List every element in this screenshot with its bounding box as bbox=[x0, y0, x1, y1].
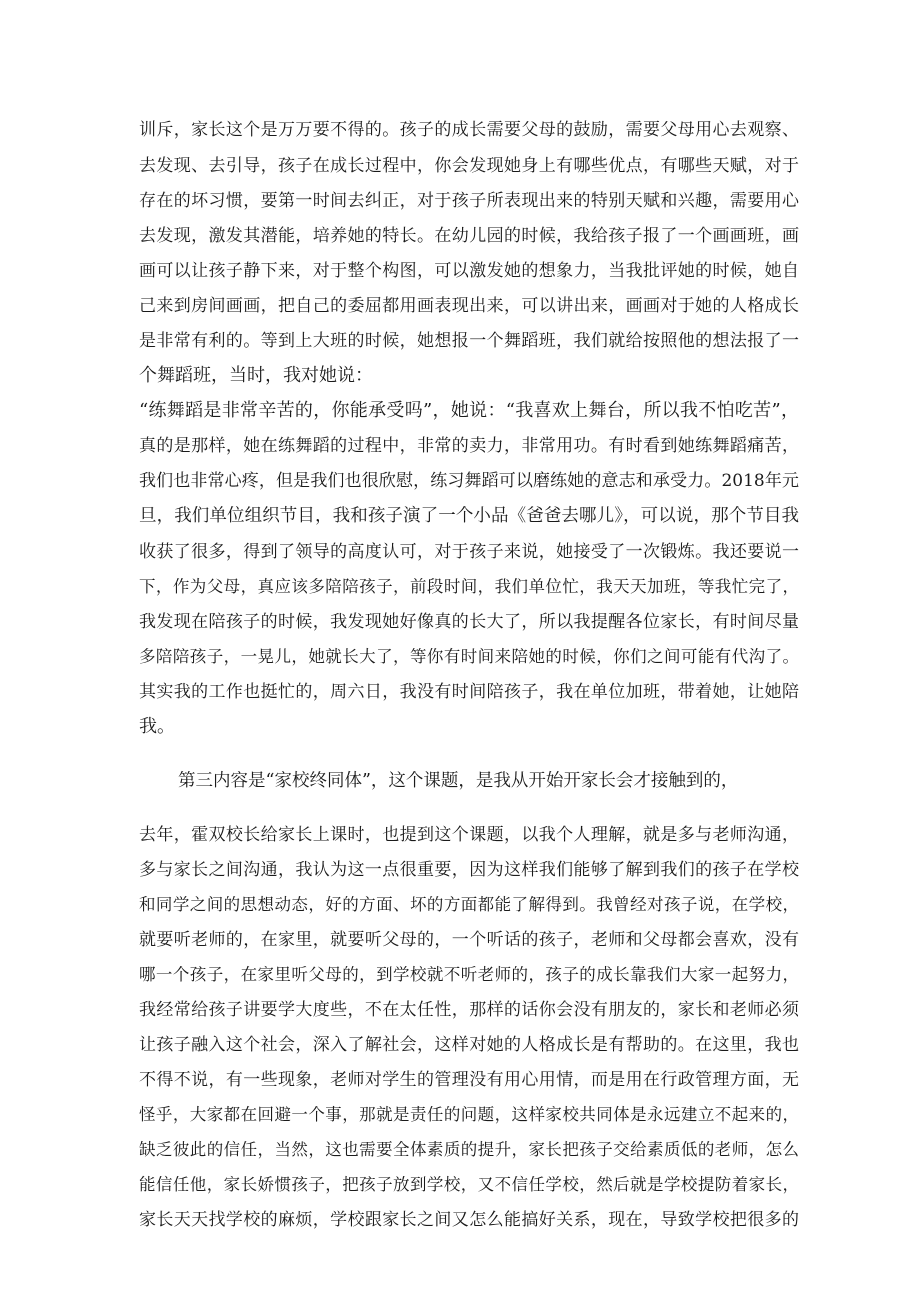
text-line: 能信任他，家长娇惯孩子，把孩子放到学校，又不信任学校，然后就是学校提防着家长， bbox=[139, 1175, 799, 1194]
text-line: 哪一个孩子，在家里听父母的，到学校就不听老师的，孩子的成长靠我们大家一起努力， bbox=[139, 965, 799, 984]
text-line: 去发现，激发其潜能，培养她的特长。在幼儿园的时候，我给孩子报了一个画画班，画 bbox=[139, 226, 799, 246]
text-line: 我发现在陪孩子的时候，我发现她好像真的长大了，所以我提醒各位家长，有时间尽量 bbox=[139, 612, 799, 632]
text-line: 和同学之间的思想动态，好的方面、坏的方面都能了解得到。我曾经对孩子说，在学校， bbox=[139, 895, 799, 914]
text-line: 就要听老师的，在家里，就要听父母的，一个听话的孩子，老师和父母都会喜欢，没有 bbox=[139, 930, 799, 950]
text-line: 不得不说，有一些现象，老师对学生的管理没有用心用情，而是用在行政管理方面，无 bbox=[139, 1070, 799, 1090]
text-line: 第三内容是“家校终同体”，这个课题，是我从开始开家长会才接触到的， bbox=[178, 771, 739, 791]
text-line: 去年，霍双校长给家长上课时，也提到这个课题，以我个人理解，就是多与老师沟通， bbox=[139, 825, 799, 845]
text-line: 怪乎，大家都在回避一个事，那就是责任的问题，这样家校共同体是永远建立不起来的， bbox=[139, 1105, 799, 1124]
text-line: 是非常有利的。等到上大班的时候，她想报一个舞蹈班，我们就给按照他的想法报了一 bbox=[139, 331, 799, 351]
text-line: 我们也非常心疼，但是我们也很欣慰，练习舞蹈可以磨练她的意志和承受力。2018年元 bbox=[139, 471, 799, 491]
text-line: 去发现、去引导，孩子在成长过程中，你会发现她身上有哪些优点，有哪些天赋，对于 bbox=[139, 156, 799, 176]
text-line: 多与家长之间沟通，我认为这一点很重要，因为这样我们能够了解到我们的孩子在学校 bbox=[139, 860, 799, 880]
text-line: 个舞蹈班，当时，我对她说： bbox=[139, 365, 373, 386]
text-line: 收获了很多，得到了领导的高度认可，对于孩子来说，她接受了一次锻炼。我还要说一 bbox=[139, 542, 799, 562]
text-line: 存在的坏习惯，要第一时间去纠正，对于孩子所表现出来的特别天赋和兴趣，需要用心 bbox=[139, 191, 799, 211]
text-line: 其实我的工作也挺忙的，周六日，我没有时间陪孩子，我在单位加班，带着她，让她陪 bbox=[139, 682, 799, 702]
text-line: 我经常给孩子讲要学大度些，不在太任性，那样的话你会没有朋友的，家长和老师必须 bbox=[139, 1000, 799, 1020]
text-line: 训斥，家长这个是万万要不得的。孩子的成长需要父母的鼓励，需要父母用心去观察、 bbox=[139, 120, 799, 140]
text-line: 多陪陪孩子，一晃儿，她就长大了，等你有时间来陪她的时候，你们之间可能有代沟了。 bbox=[139, 647, 799, 666]
text-line: “练舞蹈是非常辛苦的，你能承受吗”，她说：“我喜欢上舞台，所以我不怕吃苦”， bbox=[139, 400, 799, 421]
text-line: 我。 bbox=[139, 716, 175, 737]
text-line: 家长天天找学校的麻烦，学校跟家长之间又怎么能搞好关系，现在，导致学校把很多的 bbox=[139, 1210, 799, 1230]
text-line: 真的是那样，她在练舞蹈的过程中，非常的卖力，非常用功。有时看到她练舞蹈痛苦， bbox=[139, 436, 799, 456]
text-line: 画可以让孩子静下来，对于整个构图，可以激发她的想象力，当我批评她的时候，她自 bbox=[139, 261, 799, 281]
text-line: 缺乏彼此的信任，当然，这也需要全体素质的提升，家长把孩子交给素质低的老师，怎么 bbox=[139, 1140, 799, 1159]
text-line: 己来到房间画画，把自己的委屈都用画表现出来，可以讲出来，画画对于她的人格成长 bbox=[139, 296, 799, 316]
text-line: 下，作为父母，真应该多陪陪孩子，前段时间，我们单位忙，我天天加班，等我忙完了， bbox=[139, 577, 799, 596]
text-line: 让孩子融入这个社会，深入了解社会，这样对她的人格成长是有帮助的。在这里，我也 bbox=[139, 1035, 799, 1055]
text-line: 旦，我们单位组织节目，我和孩子演了一个小品《爸爸去哪儿》，可以说，那个节目我 bbox=[139, 506, 799, 526]
